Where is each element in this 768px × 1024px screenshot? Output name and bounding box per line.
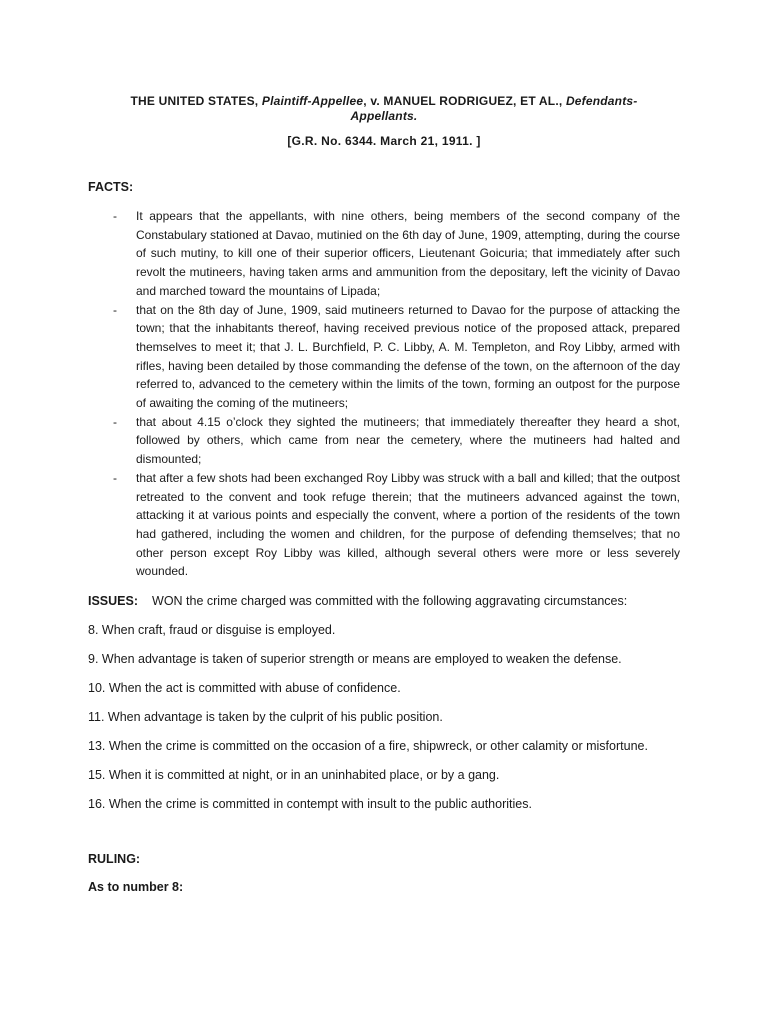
issues-line (88, 594, 627, 608)
issues-label: ISSUES: (88, 594, 139, 608)
facts-list (110, 207, 680, 581)
list-item: 13. When the crime is committed on the occasion of a fire, shipwreck, or other calamity or misfortune. (88, 739, 648, 753)
list-item (110, 207, 680, 301)
list-item (110, 469, 680, 581)
bullet-dash: - (113, 470, 117, 485)
caption-end: . (413, 109, 418, 123)
fact-text: It appears that the appellants, with nine others, being members of the second company of the Constabulary stationed at Davao, mutinied on the 6th day of June, 1909, attempting, during the course of such mutiny, to kill one of their superior officers, Lieutenant Goicuria; that immediately after such revolt the mutineers, having taken arms and ammunition from the depositary, left the vicinity of Davao and marched toward the mountains of Lipada; (136, 209, 680, 298)
issues-text: WON the crime charged was committed with the following aggravating circumstances: (152, 594, 628, 608)
fact-text: that about 4.15 o’clock they sighted the mutineers; that immediately thereafter they heard a shot, followed by others, which came from near the cemetery, where the mutineers had halted and dismounted; (136, 414, 680, 467)
caption-role-1: Plaintiff-Appellee (261, 94, 364, 108)
caption-part-1: THE UNITED STATES, (130, 94, 262, 108)
list-item: 16. When the crime is committed in contempt with insult to the public authorities. (88, 797, 532, 811)
case-number: [G.R. No. 6344. March 21, 1911. ] (287, 134, 481, 148)
fact-text: that after a few shots had been exchanged Roy Libby was struck with a ball and killed; that the outpost retreated to the convent and took refuge therein; that the mutineers advanced against the town, attacking it at various points and especially the convent, where a portion of the residents of the town had gathered, including the women and children, for the purpose of defending themselves; that no other person except Roy Libby was killed, although several others were more or less severely wounded. (136, 470, 680, 579)
bullet-dash: - (113, 414, 117, 429)
bullet-dash: - (113, 302, 117, 317)
list-item: 9. When advantage is taken of superior strength or means are employed to weaken the defense. (88, 652, 622, 666)
caption-role-2: Defendants-Appellants (350, 94, 638, 123)
case-caption (100, 94, 668, 124)
ruling-subheading: As to number 8: (88, 880, 184, 894)
fact-text: that on the 8th day of June, 1909, said mutineers returned to Davao for the purpose of attacking the town; that the inhabitants thereof, having received previous notice of the proposed attack, prepared themselves to meet it; that J. L. Burchfield, P. C. Libby, A. M. Templeton, and Roy Libby, armed with rifles, having been detailed by those commanding the defense of the town, on the afternoon of the day referred to, advanced to the cemetery within the limits of the town, forming an outpost for the purpose of awaiting the coming of the mutineers; (136, 302, 680, 411)
list-item: 8. When craft, fraud or disguise is employed. (88, 623, 336, 637)
facts-heading: FACTS: (88, 180, 134, 194)
ruling-heading: RULING: (88, 852, 141, 866)
list-item: 15. When it is committed at night, or in an uninhabited place, or by a gang. (88, 768, 500, 782)
bullet-dash: - (113, 209, 117, 223)
issues-list (88, 623, 648, 826)
list-item: 11. When advantage is taken by the culprit of his public position. (88, 710, 443, 724)
list-item: 10. When the act is committed with abuse of confidence. (88, 681, 401, 695)
list-item (110, 301, 680, 413)
caption-part-2: , v. MANUEL RODRIGUEZ, ET AL., (363, 94, 566, 108)
list-item (110, 413, 680, 469)
